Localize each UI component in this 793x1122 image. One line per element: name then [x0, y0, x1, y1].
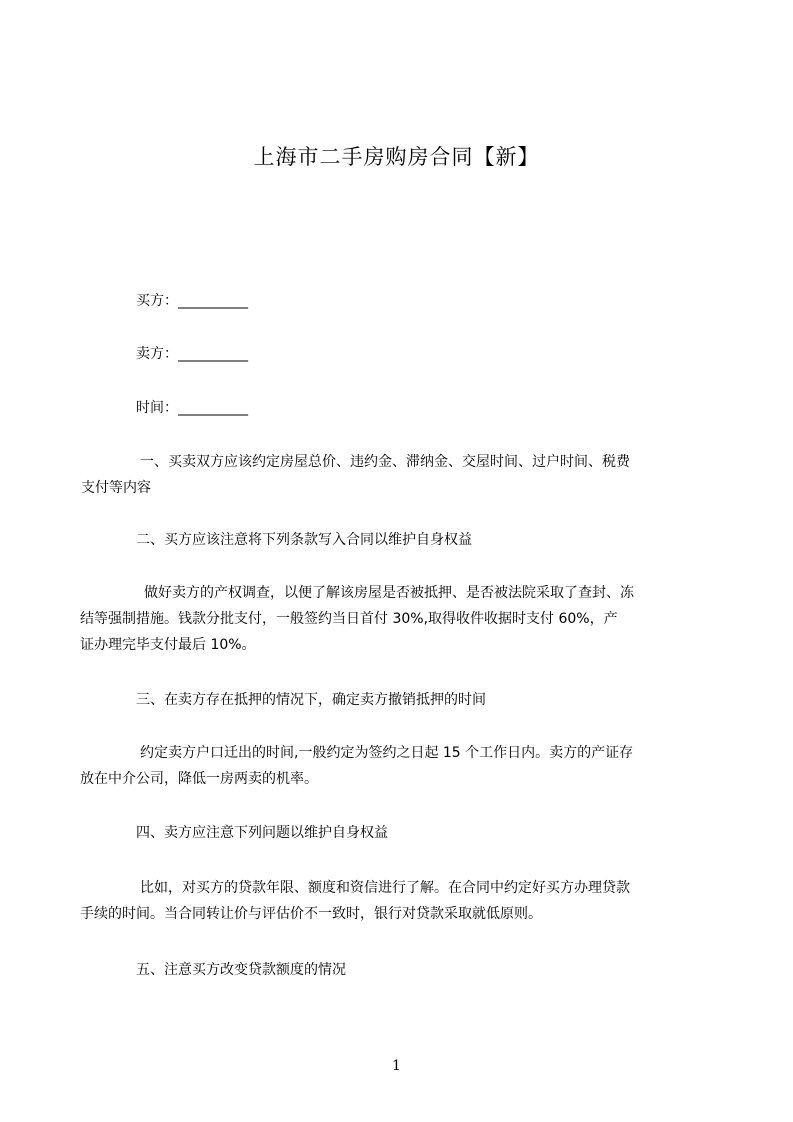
section-3-line-2: 放在中介公司，降低一房两卖的机率。 [80, 771, 318, 787]
time-blank: __________ [178, 400, 248, 416]
page-number: 1 [392, 1058, 401, 1074]
section-4-line-2: 手续的时间。当合同转让价与评估价不一致时，银行对贷款采取就低原则。 [80, 906, 542, 922]
document-title: 上海市二手房购房合同【新】 [253, 145, 540, 169]
time-field [136, 398, 248, 418]
section-1-line-2: 支付等内容 [81, 480, 151, 496]
section-2-heading: 二、买方应该注意将下列条款写入合同以维护自身权益 [136, 532, 472, 548]
section-2-line-3: 证办理完毕支付最后 10%。 [80, 637, 256, 653]
section-1-heading [81, 449, 706, 501]
buyer-blank: __________ [178, 293, 248, 309]
buyer-field [136, 291, 248, 311]
seller-field [136, 344, 248, 364]
section-4-line-1: 比如，对买方的贷款年限、额度和资信进行了解。在合同中约定好买方办理贷款 [140, 880, 630, 896]
section-3-line-1: 约定卖方户口迁出的时间,一般约定为签约之日起 15 个工作日内。卖方的产证存 [140, 745, 634, 761]
section-1-line-1: 一、买卖双方应该约定房屋总价、违约金、滞纳金、交屋时间、过户时间、税费 [140, 454, 630, 470]
section-3-heading: 三、在卖方存在抵押的情况下，确定卖方撤销抵押的时间 [136, 692, 486, 708]
section-4-body [80, 875, 706, 927]
section-2-body [80, 580, 706, 658]
seller-blank: __________ [178, 346, 248, 362]
seller-label: 卖方： [136, 346, 178, 362]
section-2-line-1: 做好卖方的产权调查，以便了解该房屋是否被抵押、是否被法院采取了查封、冻 [144, 585, 634, 601]
section-3-body [80, 740, 706, 792]
section-5-heading: 五、注意买方改变贷款额度的情况 [136, 962, 346, 978]
time-label: 时间： [136, 400, 178, 416]
buyer-label: 买方： [136, 293, 178, 309]
section-4-heading: 四、卖方应注意下列问题以维护自身权益 [136, 825, 388, 841]
section-2-line-2: 结等强制措施。钱款分批支付，一般签约当日首付 30%,取得收件收据时支付 60%，产 [80, 611, 618, 627]
